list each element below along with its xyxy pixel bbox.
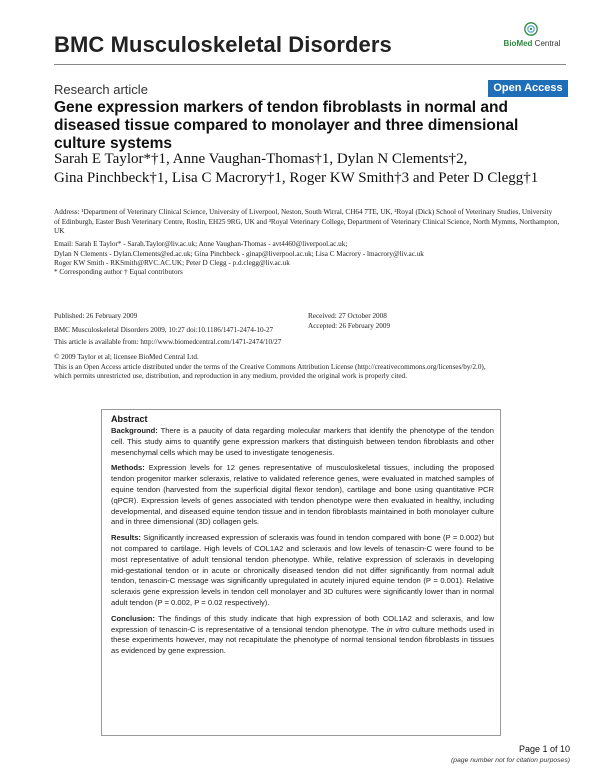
biomed-central-logo-icon: [524, 22, 538, 36]
article-url[interactable]: This article is available from: http://www.biomedcentral.com/1471-2474/10/27: [54, 338, 282, 346]
abstract-results: Results: Significantly increased expression of scleraxis was found in tendon compared with bone (P = 0.002) but not compared to cartilage. High levels of COL1A2 and scleraxis and low levels of tenascin-C were found to be most representative of adult tensional tendon phenotype. While, relative expression of scleraxis in developing mid-gestational tendon or in acute or chronically diseased tendon did not differ significantly from normal adult tendon, tenascin-C message was significantly upregulated in acutely injured equine tendon (P = 0.001). Relative scleraxis gene expression levels in tendon cell monolayer and 3D cultures were significantly lower than in normal adult tendon (P = 0.002, P = 0.02 respectively).: [111, 533, 494, 607]
published-date: Published: 26 February 2009: [54, 312, 138, 320]
authors-line-1: Sarah E Taylor*†1, Anne Vaughan-Thomas†1, Dylan N Clements†2,: [54, 151, 468, 167]
email-list: [54, 240, 560, 269]
license-line-1[interactable]: This is an Open Access article distributed under the terms of the Creative Commons Attribution License (http://creativecommons.org/licenses/by/2.0),: [54, 362, 486, 371]
journal-title: BMC Musculoskeletal Disorders: [54, 32, 392, 57]
paper-title: Gene expression markers of tendon fibroblasts in normal and diseased tissue compared to monolayer and three dimensional culture systems: [54, 99, 519, 152]
article-type: Research article: [54, 82, 148, 97]
abstract-heading: Abstract: [111, 414, 148, 424]
accepted-date: Accepted: 26 February 2009: [308, 321, 391, 330]
license-line-2: which permits unrestricted use, distribution, and reproduction in any medium, provided the original work is properly cited.: [54, 372, 407, 380]
author-note: * Corresponding author † Equal contributors: [54, 268, 183, 276]
abstract-background: Background: There is a paucity of data regarding molecular markers that identify the phenotype of the tendon cell. This study aims to quantify gene expression markers that distinguish between tendon fibroblasts and other mesenchymal cells which may be used to investigate tenogenesis.: [111, 426, 494, 457]
email-line[interactable]: Dylan N Clements - Dylan.Clements@ed.ac.uk; Gina Pinchbeck - ginap@liverpool.ac.uk; Lisa C Macrory - lmacrory@liv.ac.uk: [54, 249, 424, 258]
email-line[interactable]: Roger KW Smith - RKSmith@RVC.AC.UK; Peter D Clegg - p.d.clegg@liv.ac.uk: [54, 259, 290, 267]
review-dates: [308, 312, 508, 331]
citation: BMC Musculoskeletal Disorders 2009, 10:27 doi:10.1186/1471-2474-10-27: [54, 325, 274, 334]
page-number: Page 1 of 10: [518, 744, 570, 754]
email-line[interactable]: Email: Sarah E Taylor* - Sarah.Taylor@liv.ac.uk; Anne Vaughan-Thomas - avt4460@liverpool.ac.uk;: [54, 240, 348, 248]
license-block: [54, 338, 566, 382]
received-date: Received: 27 October 2008: [308, 312, 387, 320]
publication-info: [54, 312, 304, 335]
biomed-central-logo[interactable]: [497, 22, 567, 54]
abstract-methods: Methods: Expression levels for 12 genes representative of musculoskeletal tissues, including the proposed tendon progenitor marker scleraxis, relative to validated reference genes, were evaluated in matched samples of equine tendon (harvested from the superficial digital flexor tendon), cartilage and bone using quantitative PCR (qPCR). Expression levels of genes associated with tendon phenotype were then evaluated in healthy, including developmental, and diseased equine tendon tissue and in tendon fibroblasts maintained in both monolayer culture and in three dimensional (3D) collagen gels.: [111, 463, 494, 527]
logo-wordmark: BioMed Central: [503, 39, 561, 48]
abstract-conclusion: Conclusion: The findings of this study indicate that high expression of both COL1A2 and scleraxis, and low expression of tenascin-C is representative of a tensional tendon phenotype. The in vitro culture methods used in these experiments however, may not recapitulate the phenotype of normal tensional tendon fibroblasts in tissues as evidenced by gene expression.: [111, 613, 495, 656]
author-list: [54, 150, 566, 188]
abstract-box: [101, 409, 501, 736]
open-access-badge[interactable]: Open Access: [488, 80, 568, 97]
affiliations: Address: ¹Department of Veterinary Clinical Science, University of Liverpool, Neston, South Wirral, CH64 7TE, UK, ²Royal (Dick) School of Veterinary Studies, University of Edinburgh, Easter Bush Veterinary Centre, Roslin, EH25 9RG, UK and ³Royal Veterinary College, Department of Veterinary Clinical Science, North Mymms, Northampton, UK: [54, 208, 560, 235]
author-notes: [54, 268, 560, 278]
authors-line-2: Gina Pinchbeck†1, Lisa C Macrory†1, Roger KW Smith†3 and Peter D Clegg†1: [54, 170, 539, 186]
page-number-note: (page number not for citation purposes): [450, 757, 570, 764]
copyright: © 2009 Taylor et al; licensee BioMed Central Ltd.: [54, 353, 199, 361]
header-divider: [54, 64, 566, 65]
